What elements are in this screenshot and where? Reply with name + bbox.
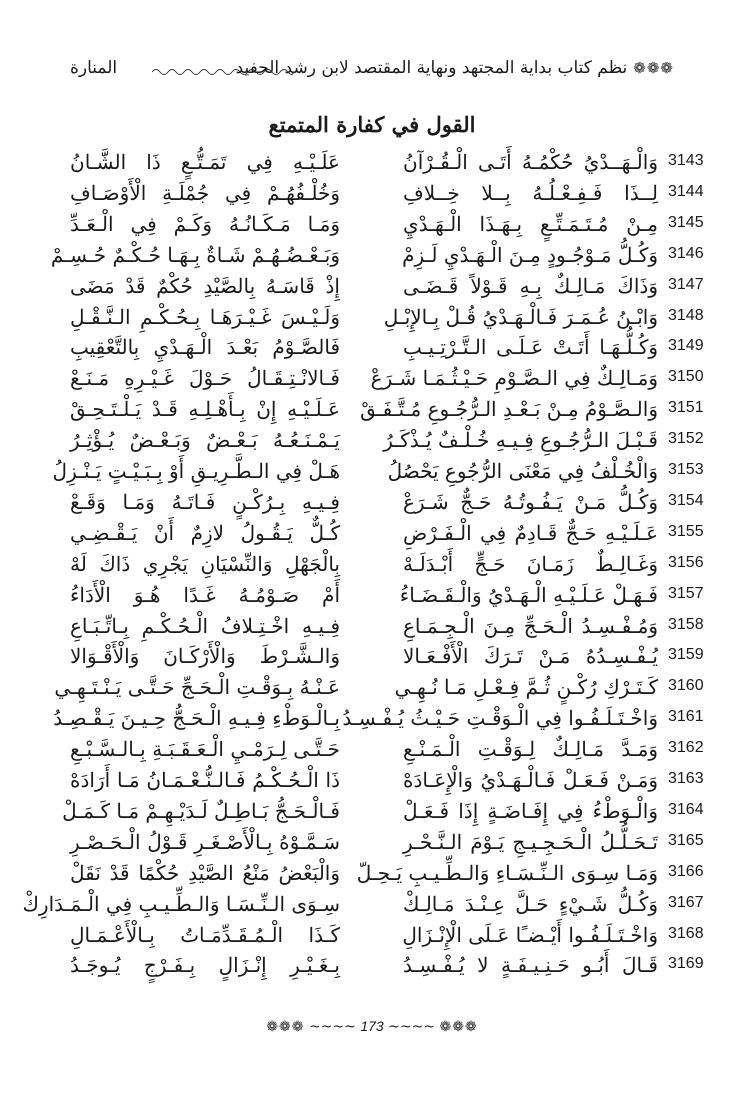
verse-first-hemistich: وَكُـلُّ مَـنْ يَـفُـوتُـهُ حَـجٌّ شَـرَعْ — [403, 489, 658, 514]
wavy-divider-icon — [152, 66, 294, 78]
verse-second-hemistich: عَـنْـهُ بِـوَقْـتِ الْـحَـجِّ حَـتَّـى يَـنْـتَـهِـي — [54, 675, 340, 700]
verse-row — [60, 335, 720, 368]
verse-number: 3156 — [668, 553, 704, 571]
header-book-title-group — [236, 58, 674, 78]
verse-number: 3157 — [668, 584, 704, 602]
verse-first-hemistich: لِــذَا فَـفِـعْـلُـهُ بِــلا خِــلافِ — [403, 180, 658, 205]
verse-row — [60, 212, 720, 245]
page-footer: ❁❁❁ ~~~~ 173 ~~~~ ❁❁❁ — [266, 1018, 478, 1035]
verse-first-hemistich: وَالـصَّـوْمُ مِـنْ بَـعْـدِ الـرُّجُـوعِ مُـتَّـفَـقْ — [360, 397, 658, 422]
verse-second-hemistich: فِـيـهِ اخْـتِـلافُ الْـحُـكْـمِ بِـاتِّـبَـاعِ — [70, 613, 340, 638]
verse-row — [53, 706, 720, 739]
verse-first-hemistich: وَكُـلُّ مَـوْجُـودٍ مِـنَ الْـهَـدْيِ لَـزِمْ — [402, 242, 658, 267]
verse-first-hemistich: وَمُـفْـسِـدُ الْـحَـجِّ مِـنَ الْـجِـمَـاعِ — [403, 613, 658, 638]
verse-first-hemistich: تَـحَـلُّـلُ الْـحَـجِـيـجِ يَـوْمَ الـنَّـحْـرِ — [403, 829, 658, 854]
verse-row — [52, 459, 720, 492]
verse-row — [60, 583, 720, 616]
verse-row — [60, 830, 720, 863]
verse-number: 3160 — [668, 677, 704, 695]
verse-second-hemistich: وَالْبَعْضُ مَنْعُ الصَّيْدِ حُكْمًا قَدْ نَقَلْ — [70, 860, 340, 885]
verse-number: 3147 — [668, 275, 704, 293]
ornament-icon: ❁❁❁ — [439, 1019, 478, 1035]
verse-row — [60, 490, 720, 523]
verse-row — [60, 799, 720, 832]
verse-row — [60, 644, 720, 677]
verse-row — [60, 181, 720, 214]
verse-second-hemistich: فِـيـهِ بِـرُكْـنٍ فَـاتَـهُ وَمَـا وَقَـعْ — [70, 489, 340, 514]
verse-first-hemistich: قَـبْـلَ الـرُّجُـوعِ فِـيـهِ خُـلْـفٌ يُـذْكَـرُ — [383, 428, 658, 453]
verse-row — [60, 274, 720, 307]
verse-number: 3158 — [668, 615, 704, 633]
verse-number: 3150 — [668, 368, 704, 386]
verse-first-hemistich: وَمَـالِـكٌ فِي الـصَّـوْمِ حَـيْـثُـمَـا شَـرَعْ — [370, 366, 658, 391]
verse-number: 3149 — [668, 337, 704, 355]
verse-first-hemistich: وَمَـدَّ مَـالِـكٌ لِـوَقْـتِ الْـمَـنْـعِ — [403, 737, 658, 762]
verse-first-hemistich: عَـلَـيْـهِ حَـجٌّ قَـادِمٌ فِي الْـفَـرْضِ — [403, 520, 658, 545]
verse-number: 3153 — [668, 461, 704, 478]
verse-second-hemistich: فَـالْـحَـجُّ بَـاطِـلٌ لَـدَيْـهِـمْ مَـا كَـمَـلْ — [62, 798, 340, 823]
verse-first-hemistich: وَالْـهَــدْيُ حُكْمُـهُ أَتَـى الْـقُـرْآنُ — [403, 150, 658, 174]
ornament-icon: ❁❁❁ — [633, 59, 674, 77]
verse-second-hemistich: وَالـشَّـرْطَ وَالْأَرْكَـانَ وَالْأَقْـوَالا — [70, 644, 340, 669]
verse-second-hemistich: فَالصَّـوْمُ بَعْـدَ الْـهَـدْيِ بِالتَّعْقِيبِ — [70, 335, 340, 360]
verse-number: 3146 — [668, 244, 704, 262]
verse-row — [60, 150, 720, 183]
verse-second-hemistich: فَـالانْـتِـقَـالُ حَـوْلَ غَـيْـرِهِ مَـنَـعْ — [70, 366, 340, 391]
verse-first-hemistich: وَمَـا سِـوَى الـنِّـسَـاءِ وَالـطِّـيـبِ يَـحِـلّ — [356, 860, 658, 885]
verse-first-hemistich: وَالْـوَطْءُ فِي إِفَـاضَـةٍ إِذَا فَـعَـلْ — [403, 798, 658, 823]
verse-number: 3163 — [668, 770, 704, 787]
verse-row — [50, 242, 720, 276]
book-title: نظم كتاب بداية المجتهد ونهاية المقتصد لابن رشد الحفيد — [235, 58, 628, 78]
verse-second-hemistich: حَـتَّـى لِـرَمْـيِ الْـعَـقَـبَـةِ بِـالـسَّـبْـعِ — [70, 737, 340, 762]
verse-number: 3162 — [668, 739, 704, 757]
verse-first-hemistich: وَذَاكَ مَـالِـكٌ بِـهِ قَـوْلاً قَـضَـى — [403, 273, 658, 298]
verse-number: 3154 — [668, 491, 704, 509]
verse-first-hemistich: وَابْـنُ عُـمَـرَ فَـالْـهَـدْيُ قُـلْ بِـالإِبْـلِ — [383, 304, 658, 329]
verse-second-hemistich: أَمْ صَـوْمُـهُ غَـدًا هُـوَ الْأَدَاءُ — [70, 582, 340, 607]
section-title: القول في كفارة المتمتع — [268, 112, 476, 137]
verse-second-hemistich: يَـمْـنَـعُـهُ بَـعْـضٌ وَبَـعْـضٌ يُـؤْثِـرُ — [70, 428, 340, 453]
verse-row — [54, 675, 720, 708]
verse-number: 3159 — [668, 646, 704, 664]
verse-first-hemistich: فَـهَـلْ عَـلَـيْـهِ الْـهَـدْيُ وَالْـقَـضَـاءُ — [399, 582, 658, 607]
verse-first-hemistich: وَاخْـتَـلَـفُـوا فِي الْـوَقْـتِ حَـيْـثُ يُـفْـسِـدُ — [342, 706, 658, 731]
verse-row — [60, 614, 720, 647]
verse-second-hemistich: بِـالْـوَطْءِ فِـيـهِ الْـحَـجُّ حِـيـنَ يَـقْـصِـدُ — [53, 706, 340, 731]
publisher-name: المنارة — [70, 58, 118, 78]
verse-number: 3165 — [668, 831, 704, 849]
verse-second-hemistich: وَبَـعْـضُـهُـمْ شَـاةٌ بِـهَـا حُـكْـمٌ حُـسِـمْ — [50, 242, 340, 267]
verse-first-hemistich: يُـفْـسِـدُهُ مَـنْ تَـرَكَ الْأَفْـعَـالا — [403, 644, 658, 669]
verse-number: 3152 — [668, 430, 704, 448]
verse-second-hemistich: بِـغَـيْـرِ إِنْـزَالٍ بِـفَـرْجٍ يُـوجَـدُ — [70, 953, 340, 978]
verse-second-hemistich: كُـلٌّ يَـقُـولُ لازِمٌ أَنْ يَـقْـضِـي — [70, 520, 340, 545]
verse-number: 3148 — [668, 306, 704, 324]
verse-first-hemistich: وَاخْـتَـلَـفُـوا أَيْـضـًا عَـلَى الْإِنْـزَالِ — [402, 922, 658, 947]
verse-number: 3168 — [668, 924, 704, 942]
verse-first-hemistich: وَمَـنْ فَـعَـلْ فَـالْـهَـدْيُ وَالْإِعَـادَهْ — [403, 768, 658, 792]
verse-first-hemistich: مِـنْ مُـتَـمَـتِّـعٍ بِـهَـذَا الْـهَـدْيِ — [403, 211, 658, 236]
verse-number: 3143 — [668, 152, 704, 169]
verse-number: 3151 — [668, 399, 704, 417]
verse-number: 3145 — [668, 213, 704, 231]
verse-number: 3164 — [668, 800, 704, 818]
verse-row — [60, 521, 720, 554]
verse-first-hemistich: وَكُـلُّ شَـيْءٍ حَـلَّ عِـنْـدَ مَـالِـكْ — [403, 891, 658, 916]
verse-first-hemistich: قَـالَ أَبُـو حَـنِـيـفَـةٍ لا يُـفْـسِـدُ — [403, 953, 658, 978]
verse-row — [60, 768, 720, 801]
page-number: 173 — [360, 1018, 384, 1034]
verse-number: 3169 — [668, 955, 704, 973]
verse-row — [60, 366, 720, 399]
verse-row — [60, 305, 720, 338]
verse-number: 3155 — [668, 522, 704, 540]
verse-number: 3167 — [668, 893, 704, 911]
verse-first-hemistich: وَكُـلُّـهَـا أَتَـتْ عَـلَـى الـتَّـرْتِـيـبِ — [403, 335, 658, 360]
verse-row — [22, 891, 720, 925]
verse-number: 3166 — [668, 862, 704, 880]
verse-row — [60, 953, 720, 986]
verse-first-hemistich: وَغَـالِـطٌ زَمَـانَ حَـجٍّ أَبْـدَلَـهْ — [403, 551, 658, 576]
verse-row — [60, 397, 720, 430]
verse-first-hemistich: وَالْخُـلْفُ فِي مَعْنَى الرُّجُوعِ يَحْصُلُ — [387, 459, 658, 483]
verse-row — [60, 923, 720, 956]
verse-second-hemistich: ذَا الْـحُـكْـمُ فَـالـنُّـعْـمَـانُ مَـا أَرَادَهْ — [70, 768, 340, 792]
verse-second-hemistich: سَـمَّـوْهُ بِـالْأَصْـغَـرِ قَـوْلُ الْـحَـصْـرِ — [70, 829, 340, 854]
verse-row — [60, 737, 720, 770]
verse-first-hemistich: كَـتَـرْكِ رُكْـنٍ ثُـمَّ فِـعْـلِ مَـا نُـهِـي — [394, 675, 658, 700]
verse-number: 3161 — [668, 708, 704, 726]
verse-second-hemistich: عَـلَـيْـهِ إِنْ بِـأَهْـلِـهِ قَـدْ يَـلْـتَـحِـقْ — [70, 397, 340, 422]
verse-second-hemistich: وَخُلْـفُهُـمْ فِي جُمْلَـةِ الْأَوْصَـافِ — [70, 180, 340, 205]
verse-second-hemistich: إِذْ قَاسَـهُ بِالصَّيْدِ حُكْمٌ قَدْ مَضَى — [70, 273, 340, 298]
verse-row — [60, 861, 720, 894]
verse-row — [60, 428, 720, 461]
verse-second-hemistich: كَـذَا الْـمُـقَـدِّمَـاتُ بِـالْأَعْـمَـالِ — [70, 922, 340, 947]
ornament-icon: ❁❁❁ — [266, 1019, 305, 1035]
running-header — [70, 58, 674, 92]
verse-second-hemistich: هَـلْ فِي الـطَّـرِيـقِ أَوْ بِـبَـيْـتٍ يَـنْـزِلُ — [52, 459, 340, 483]
verse-number: 3144 — [668, 182, 704, 200]
verse-second-hemistich: وَلَـيْـسَ غَـيْـرَهَـا بِـحُـكْـمِ الـنَّـقْـلِ — [70, 304, 340, 329]
verse-second-hemistich: وَمَـا مَـكَـانُـهُ وَكَـمْ فِي الْـعَـدِّ — [70, 211, 340, 236]
verse-row — [60, 552, 720, 585]
verse-second-hemistich: عَلَـيْـهِ فِي تَمَـتُّـعٍ ذَا الشَّـانُ — [70, 150, 340, 174]
verse-second-hemistich: سِـوَى الـنِّـسَـا وَالـطِّـيـبِ فِي الْـمَـدَارِكْ — [22, 891, 340, 916]
verse-second-hemistich: بِالْجَهْلِ وَالنِّسْيَانِ يَجْرِي ذَاكَ لَهْ — [70, 551, 340, 576]
